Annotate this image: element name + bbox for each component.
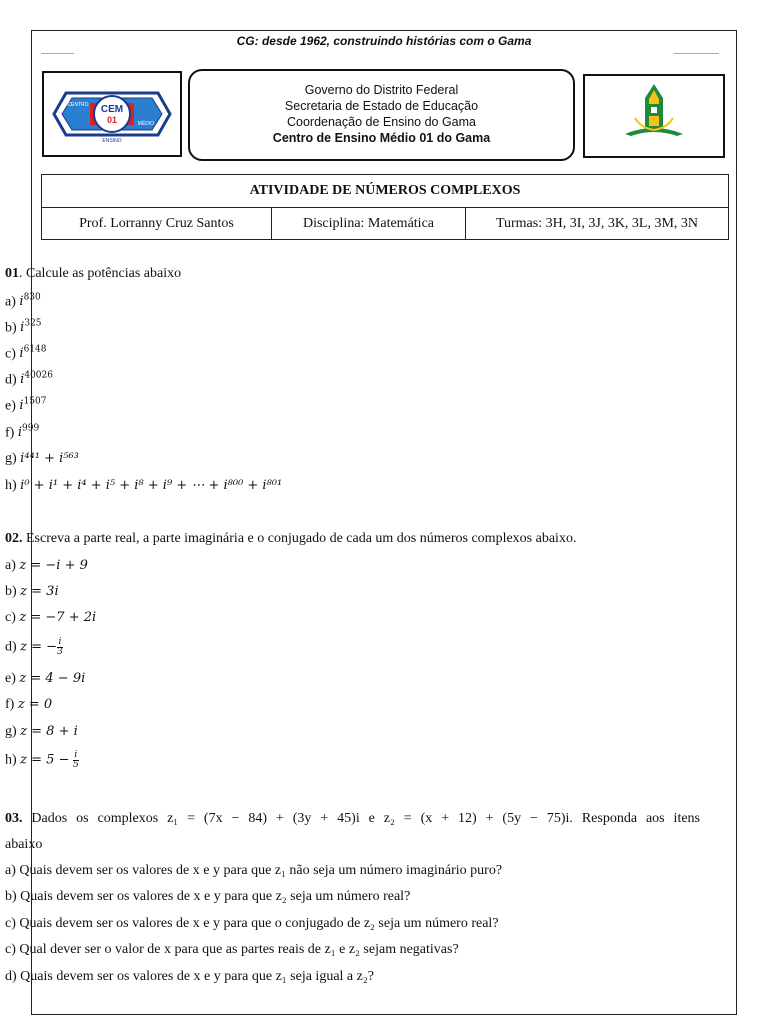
question-2-text: Escreva a parte real, a parte imaginária e o conjugado de cada um dos números complexos abaixo. [22,531,577,546]
teacher-cell: Prof. Lorranny Cruz Santos [42,208,272,240]
q1-item-d: d) $i^{40026}$ [5,371,53,388]
logo-left-text: CENTRO [67,102,89,108]
school-logo-box [42,71,182,157]
subject-cell: Disciplina: Matemática [272,208,466,240]
q2-item-b: b) z = 3i [5,584,59,599]
question-2-heading [5,531,576,547]
q1-item-c: c) $i^{6148}$ [5,345,47,362]
q1-item-b: b) $i^{325}$ [5,319,42,336]
question-2-number: 02. [5,531,23,546]
gov-line-2: Secretaria de Estado de Educação [284,99,479,113]
classes-cell: Turmas: 3H, 3I, 3J, 3K, 3L, 3M, 3N [466,208,729,240]
q1-item-g: g) i⁴⁴¹ + i⁵⁶³ [5,451,79,466]
df-emblem-icon [585,76,723,156]
question-1-number: 01 [5,266,19,281]
question-3-number: 03. [5,811,23,826]
q2-item-a: a) z = −i + 9 [5,558,88,573]
banner-rule-right [674,53,719,54]
q1-item-a: a) $i^{830}$ [5,293,41,310]
gov-line-3: Coordenação de Ensino do Gama [286,115,476,129]
q2-item-d: d) z = − $\frac{i}{3}$ [5,637,63,657]
q1-item-h: h) i⁰ + i¹ + i⁴ + i⁵ + i⁸ + i⁹ + ⋯ + i⁸⁰⁰ + i⁸⁰¹ [5,478,283,493]
q2-item-g: g) z = 8 + i [5,724,78,739]
institution-header [188,69,575,161]
q3-item-c: c) Quais devem ser os valores de x e y para que o conjugado de z₂ seja um número real? [5,916,499,931]
logo-number-text: 01 [106,115,118,125]
gov-line-1: Governo do Distrito Federal [304,83,459,97]
df-emblem-box [583,74,725,158]
q3-item-d: d) Quais devem ser os valores de x e y para que z₁ seja igual a z₂? [5,969,374,984]
q2-item-f: f) z = 0 [5,697,53,712]
q3-item-b: b) Quais devem ser os valores de x e y para que z₂ seja um número real? [5,889,411,904]
banner-rule-left [41,53,74,54]
logo-right-text: MÉDIO [137,121,155,127]
q3-item-c2: c) Qual dever ser o valor de x para que as partes reais de z₁ e z₂ sejam negativas? [5,942,459,957]
question-1-heading [5,266,181,282]
q2-item-c: c) z = −7 + 2i [5,610,97,625]
question-3-heading [5,811,700,827]
activity-info-table [41,174,729,240]
logo-cem-text: CEM [100,104,124,115]
q3-item-a: a) Quais devem ser os valores de x e y para que z₁ não seja um número imaginário puro? [5,863,503,878]
school-logo [44,73,180,155]
logo-bottom-text: ENSINO [102,138,122,144]
banner: CG: desde 1962, construindo histórias com o Gama [236,34,532,48]
school-name: Centro de Ensino Médio 01 do Gama [272,131,491,145]
question-3-intro-continued: abaixo [5,837,43,852]
q1-item-e: e) $i^{1507}$ [5,397,47,414]
activity-title: ATIVIDADE DE NÚMEROS COMPLEXOS [42,175,729,208]
q2-item-h: h) z = 5 − $\frac{i}{5}$ [5,750,79,770]
question-3-intro: Dados os complexos z₁ = (7x − 84) + (3y + 45)i e z₂ = (x + 12) + (5y − 75)i. Responda aos itens [22,811,700,826]
q2-item-e: e) z = 4 − 9i [5,671,86,686]
q1-item-f: f) $i^{999}$ [5,424,40,441]
question-1-text: . Calcule as potências abaixo [19,266,182,281]
